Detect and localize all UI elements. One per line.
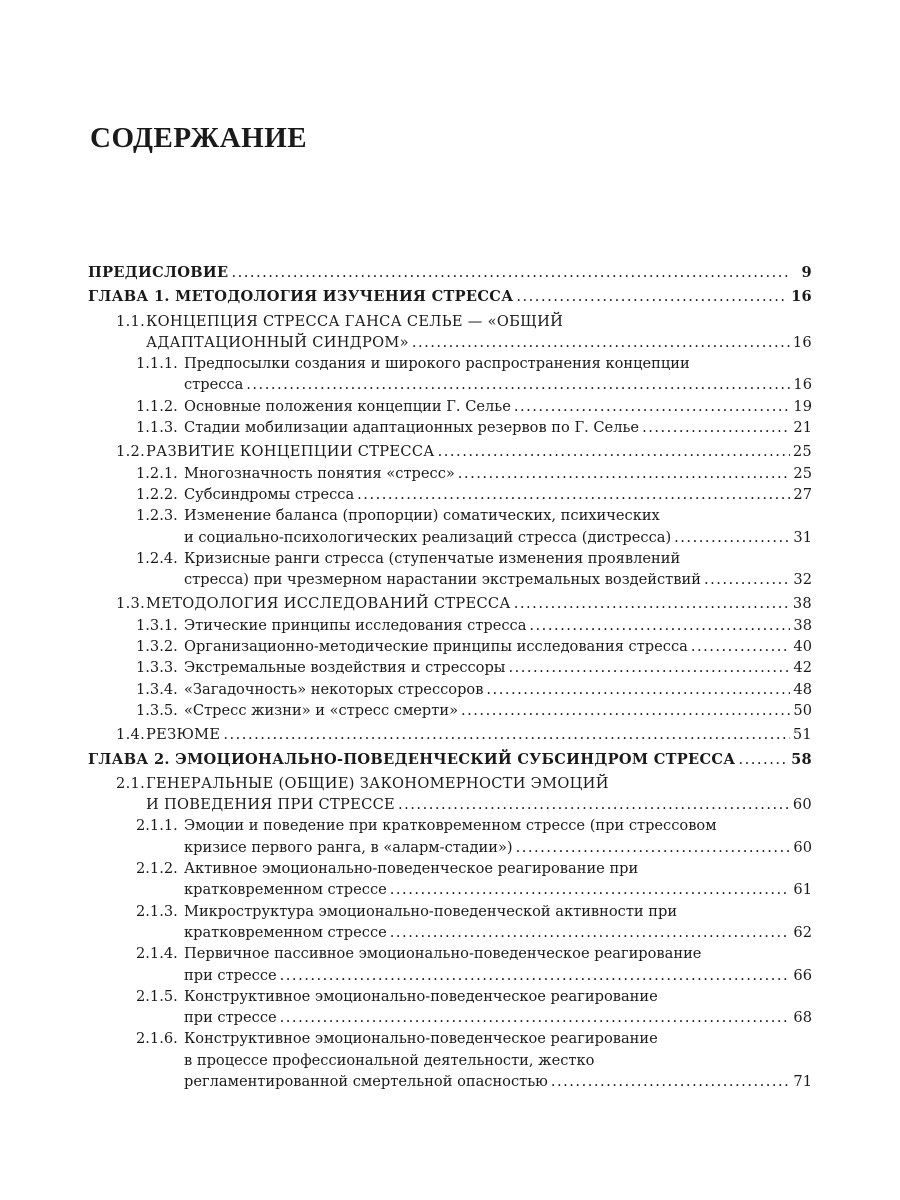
toc-entry-number: 1.2.4. (136, 549, 178, 567)
toc-page-number: 42 (793, 659, 812, 677)
toc-entry (88, 484, 812, 505)
dot-leader (280, 965, 791, 986)
toc-entry-title: «Загадочность» некоторых стрессоров (184, 680, 484, 698)
toc-entry-title: Активное эмоционально-поведенческое реагирование при (184, 860, 639, 878)
toc-entry-number: 1.3.2. (136, 638, 178, 656)
toc-entry-title: Предпосылки создания и широкого распространения концепции (184, 355, 690, 373)
toc-entry-title: кратковременном стрессе (184, 881, 387, 899)
toc-page-number: 66 (793, 966, 812, 984)
toc-entry-number: 1.3. (116, 595, 146, 613)
toc-entry-number: 2.1.4. (136, 945, 178, 963)
dot-leader (246, 374, 790, 395)
dot-leader (551, 1071, 791, 1092)
dot-leader (412, 332, 790, 353)
toc-entry-title: АДАПТАЦИОННЫЙ СИНДРОМ» (146, 333, 409, 351)
toc-page-number: 19 (793, 397, 812, 415)
toc-entry (88, 262, 812, 283)
toc-entry (88, 858, 812, 901)
toc-entry-number: 1.2. (116, 443, 146, 461)
toc-entry-number: 1.2.2. (136, 485, 178, 503)
toc-entry-title: регламентированной смертельной опасностью (184, 1072, 548, 1090)
toc-page-number: 71 (793, 1072, 812, 1090)
dot-leader (691, 636, 791, 657)
dot-leader (390, 922, 791, 943)
dot-leader (438, 441, 790, 462)
dot-leader (223, 724, 789, 745)
toc-entry-number: 1.3.1. (136, 616, 178, 634)
toc-entry-title: ГЕНЕРАЛЬНЫЕ (ОБЩИЕ) ЗАКОНОМЕРНОСТИ ЭМОЦИЙ (146, 774, 609, 792)
toc-entry-title: ГЛАВА 2. ЭМОЦИОНАЛЬНО-ПОВЕДЕНЧЕСКИЙ СУБСИНДРОМ СТРЕССА (88, 750, 736, 768)
toc-entry (88, 548, 812, 591)
toc-entry (88, 505, 812, 548)
toc-entry-title: Конструктивное эмоционально-поведенческое реагирование (184, 987, 658, 1005)
dot-leader (674, 527, 790, 548)
toc-page-number: 31 (793, 528, 812, 546)
toc-page-number: 16 (793, 376, 812, 394)
toc-page-number: 61 (793, 881, 812, 899)
toc-entry-title: Основные положения концепции Г. Селье (184, 397, 511, 415)
dot-leader (398, 794, 790, 815)
toc-entry (88, 815, 812, 858)
toc-entry (88, 396, 812, 417)
table-of-contents (88, 262, 812, 1092)
toc-page-number: 25 (793, 464, 812, 482)
toc-entry (88, 417, 812, 438)
toc-page-number: 9 (801, 264, 812, 281)
toc-entry (88, 986, 812, 1029)
toc-entry-title: и социально-психологических реализаций стресса (дистресса) (184, 528, 672, 546)
toc-entry (88, 593, 812, 614)
toc-entry-number: 1.1. (116, 312, 146, 330)
toc-entry-number: 1.2.3. (136, 507, 178, 525)
toc-entry (88, 901, 812, 944)
toc-entry-title: при стрессе (184, 1009, 277, 1027)
toc-entry (88, 286, 812, 307)
dot-leader (231, 262, 791, 283)
toc-page-number: 60 (792, 796, 812, 814)
toc-page-number: 16 (791, 288, 812, 306)
toc-entry (88, 679, 812, 700)
toc-entry-title: кратковременном стрессе (184, 923, 387, 941)
dot-leader (486, 679, 790, 700)
toc-entry-title: Первичное пассивное эмоционально-поведенческое реагирование (184, 945, 702, 963)
toc-page-number: 68 (793, 1009, 812, 1027)
dot-leader (704, 569, 790, 590)
toc-entry (88, 463, 812, 484)
toc-entry-title: Эмоции и поведение при кратковременном стрессе (при стрессовом (184, 817, 717, 835)
toc-entry-title: Кризисные ранги стресса (ступенчатые изменения проявлений (184, 549, 681, 567)
toc-page-number: 58 (791, 750, 812, 768)
toc-entry-title: ПРЕДИСЛОВИЕ (88, 264, 229, 281)
page-title: СОДЕРЖАНИЕ (90, 122, 308, 154)
toc-entry-number: 1.1.2. (136, 397, 178, 415)
toc-page-number: 32 (793, 571, 812, 589)
dot-leader (508, 657, 790, 678)
toc-entry (88, 1028, 812, 1092)
toc-entry-title: Этические принципы исследования стресса (184, 616, 527, 634)
toc-entry (88, 773, 812, 816)
toc-entry-title: Субсиндромы стресса (184, 485, 355, 503)
toc-page-number: 38 (793, 616, 812, 634)
toc-entry-title: МЕТОДОЛОГИЯ ИССЛЕДОВАНИЙ СТРЕССА (146, 595, 511, 613)
dot-leader (390, 879, 791, 900)
toc-entry (88, 724, 812, 745)
toc-entry-title: Многозначность понятия «стресс» (184, 464, 455, 482)
toc-entry (88, 615, 812, 636)
toc-entry (88, 441, 812, 462)
toc-page-number: 60 (793, 838, 812, 856)
toc-entry-number: 2.1.6. (136, 1030, 178, 1048)
toc-entry-title: ГЛАВА 1. МЕТОДОЛОГИЯ ИЗУЧЕНИЯ СТРЕССА (88, 288, 514, 306)
toc-entry (88, 636, 812, 657)
toc-page-number: 21 (793, 419, 812, 437)
toc-page-number: 16 (792, 333, 812, 351)
dot-leader (529, 615, 790, 636)
dot-leader (739, 749, 789, 770)
toc-page-number: 27 (793, 485, 812, 503)
toc-page-number: 40 (793, 638, 812, 656)
toc-entry-number: 2.1.5. (136, 987, 178, 1005)
toc-entry-title: Изменение баланса (пропорции) соматических, психических (184, 507, 660, 525)
toc-entry-title: Экстремальные воздействия и стрессоры (184, 659, 506, 677)
toc-page-number: 50 (793, 701, 812, 719)
toc-entry (88, 700, 812, 721)
toc-entry (88, 657, 812, 678)
toc-entry-title: РЕЗЮМЕ (146, 726, 221, 744)
toc-entry-number: 1.3.3. (136, 659, 178, 677)
toc-entry-title: «Стресс жизни» и «стресс смерти» (184, 701, 459, 719)
toc-entry-number: 1.3.4. (136, 680, 178, 698)
toc-entry-title: в процессе профессиональной деятельности, жестко (184, 1051, 595, 1069)
toc-entry-number: 2.1.1. (136, 817, 178, 835)
toc-entry-number: 1.2.1. (136, 464, 178, 482)
toc-entry (88, 749, 812, 770)
toc-entry-title: при стрессе (184, 966, 277, 984)
toc-entry-title: кризисе первого ранга, в «аларм-стадии») (184, 838, 513, 856)
toc-entry-title: РАЗВИТИЕ КОНЦЕПЦИИ СТРЕССА (146, 443, 435, 461)
dot-leader (280, 1007, 791, 1028)
toc-entry-title: Микроструктура эмоционально-поведенческой активности при (184, 902, 678, 920)
toc-entry-title: Стадии мобилизации адаптационных резервов по Г. Селье (184, 419, 640, 437)
dot-leader (516, 286, 788, 307)
toc-entry-number: 1.3.5. (136, 701, 178, 719)
toc-entry-number: 2.1.3. (136, 902, 178, 920)
dot-leader (514, 396, 791, 417)
dot-leader (461, 700, 790, 721)
toc-entry (88, 311, 812, 354)
toc-entry-number: 1.1.3. (136, 419, 178, 437)
toc-entry-title: Конструктивное эмоционально-поведенческое реагирование (184, 1030, 658, 1048)
toc-entry-number: 1.1.1. (136, 355, 178, 373)
toc-entry (88, 353, 812, 396)
toc-page-number: 51 (792, 726, 812, 744)
toc-page-number: 25 (792, 443, 812, 461)
toc-entry-title: стресса) при чрезмерном нарастании экстремальных воздействий (184, 571, 701, 589)
dot-leader (514, 593, 790, 614)
dot-leader (357, 484, 790, 505)
dot-leader (516, 837, 791, 858)
toc-entry (88, 943, 812, 986)
toc-entry-title: Организационно-методические принципы исследования стресса (184, 638, 688, 656)
dot-leader (458, 463, 791, 484)
dot-leader (642, 417, 790, 438)
toc-page-number: 38 (792, 595, 812, 613)
toc-page-number: 62 (793, 923, 812, 941)
toc-entry-number: 2.1. (116, 774, 146, 792)
toc-entry-title: стресса (184, 376, 244, 394)
toc-page-number: 48 (793, 680, 812, 698)
toc-entry-title: КОНЦЕПЦИЯ СТРЕССА ГАНСА СЕЛЬЕ — «ОБЩИЙ (146, 312, 564, 330)
toc-entry-number: 2.1.2. (136, 860, 178, 878)
toc-entry-title: И ПОВЕДЕНИЯ ПРИ СТРЕССЕ (146, 796, 396, 814)
toc-entry-number: 1.4. (116, 726, 146, 744)
